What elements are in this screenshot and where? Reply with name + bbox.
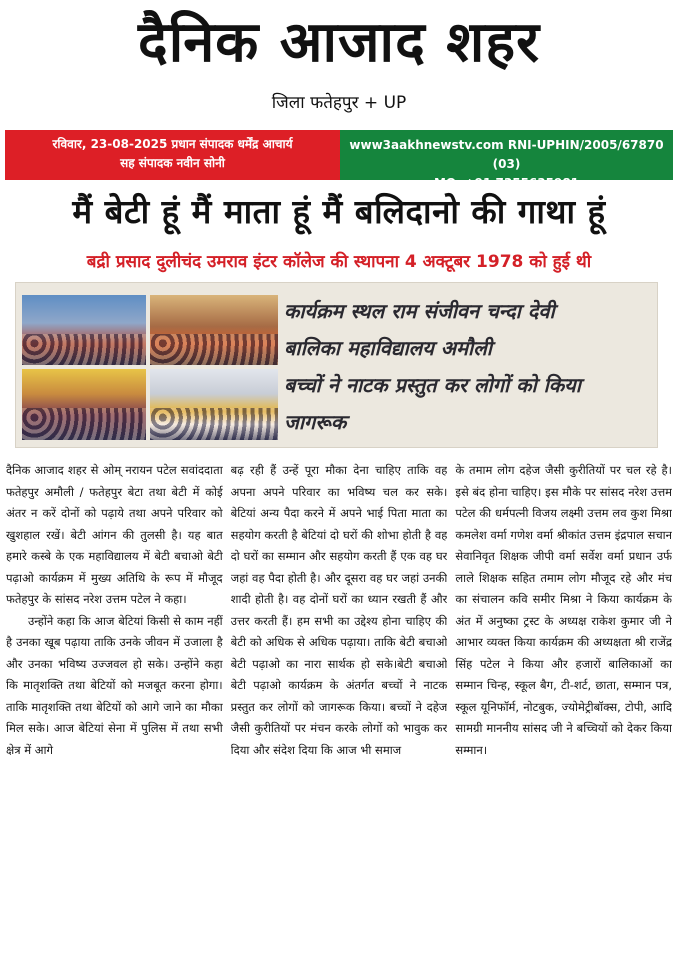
article-column-2 (231, 460, 448, 970)
article-body (6, 460, 672, 970)
event-photo-4 (150, 369, 278, 440)
article-subheadline: बद्री प्रसाद दुलीचंद उमराव इंटर कॉलेज की स्थापना 4 अक्टूबर 1978 को हुई थी (86, 252, 592, 272)
article-column-1 (6, 460, 223, 970)
feature-caption (284, 293, 654, 441)
event-photo-3 (22, 369, 146, 440)
feature-line-1: कार्यक्रम स्थल राम संजीवन चन्दा देवी (284, 299, 555, 323)
date-editor-block (5, 130, 340, 180)
co-editor-line: सह संपादक नवीन सोनी (120, 156, 225, 170)
date-editor-line: रविवार, 23-08-2025 प्रधान संपादक धर्मेंद्र आचार्य (52, 137, 293, 151)
newspaper-title: दैनिक आजाद शहर (137, 10, 541, 75)
edition-location: जिला फतेहपुर + UP (271, 93, 407, 113)
mobile-number-line: MO. +91 7355635981 (433, 176, 580, 190)
website-rni-line: www3aakhnewstv.com RNI-UPHIN/2005/67870 (03) (349, 138, 664, 171)
photo-collage (22, 295, 278, 440)
article-headline: मैं बेटी हूं मैं माता हूं मैं बलिदानो की गाथा हूं (72, 192, 606, 231)
article-paragraph: उन्होंने कहा कि आज बेटियां किसी से काम नहीं है उनका खूब पढ़ाया ताकि उनके जीवन में उजाला है और उनका भविष्य उज्जवल हो सके। उन्होंने कहा कि मातृशक्ति तथा बेटियों को मजबूत करना होगा। ताकि मातृशक्ति तथा बेटियों को आगे जाने का मौका मिल सके। आज बेटियां सेना में पुलिस में तथा सभी क्षेत्र में आगे (6, 613, 223, 757)
article-column-3 (455, 460, 672, 970)
feature-line-3: बच्चों ने नाटक प्रस्तुत कर लोगों को किया (284, 373, 581, 397)
event-photo-2 (150, 295, 278, 365)
website-contact-block (340, 130, 673, 190)
article-paragraph: बढ़ रही हैं उन्हें पूरा मौका देना चाहिए ताकि वह अपना अपने परिवार का भविष्य चल कर सके। बेटियां अन्य पैदा करने में अपने भाई पिता माता का सहयोग करती है बेटियां दो घरों की शोभा होती है वह दो घरों का सम्मान और सहयोग करती हैं एक वह घर जहां वह पैदा होती है। और दूसरा वह घर जहां उनकी शादी होती है। वह दोनों घरों का ध्यान रखती हैं और उत्तर करती हैं। हम सभी का उद्देश्य होना चाहिए की बेटी को अधिक से अधिक पढ़ाया। ताकि बेटी बचाओ बेटी पढ़ाओ का नारा सार्थक हो सके।बेटी बचाओ बेटी पढ़ाओ कार्यक्रम के अंतर्गत बच्चों ने नाटक प्रस्तुत कर लोगों को जागरूक किया। बच्चों ने दहेज जैसी कुरीतियों पर मंचन करके लोगों को भावुक कर दिया और संदेश दिया कि आज भी समाज (230, 463, 448, 757)
info-bar (5, 130, 673, 190)
feature-box (15, 282, 658, 448)
article-paragraph: के तमाम लोग दहेज जैसी कुरीतियों पर चल रहे है। इसे बंद होना चाहिए। इस मौके पर सांसद नरेश उत्तम पटेल की धर्मपत्नी विजय लक्ष्मी उत्तम लव कुश मिश्रा कमलेश वर्मा गणेश वर्मा श्रीकांत उत्तम इंद्रपाल सचान सेवानिवृत शिक्षक जीपी वर्मा सर्वेश वर्मा प्रधान उर्फ लाले शिक्षक सहित तमाम लोग मौजूद रहे और मंच का संचालन कवि समीर मिश्रा ने किया कार्यक्रम के अंत में अनुष्का ट्रस्ट के अध्यक्ष राकेश कुमार जी ने आभार व्यक्त किया कार्यक्रम की अध्यक्षता श्री राजेंद्र सिंह पटेल ने किया और हजारों बालिकाओं का सम्मान चिन्ह, स्कूल बैग, टी-शर्ट, छाता, सम्मान पत्र, स्कूल यूनिफॉर्म, नोटबुक, ज्योमेट्रीबॉक्स, टोपी, आदि सामग्री माननीय सांसद जी ने बच्चियों को देकर किया सम्मान। (455, 463, 673, 757)
event-photo-1 (22, 295, 146, 365)
article-paragraph: दैनिक आजाद शहर से ओम् नरायन पटेल सवांददाता फतेहपुर अमौली / फतेहपुर बेटा तथा बेटी में कोई अंतर न करें दोनों को पढ़ाये तथा अपने परिवार को खुशहाल रखें। बेटी आंगन की तुलसी है। यह बात हमारे कस्बे के एक महाविद्यालय में बेटी बचाओ बेटी पढ़ाओ कार्यक्रम में मुख्य अतिथि के रूप में मौजूद फतेहपुर के सांसद नरेश उत्तम पटेल ने कहा। (6, 463, 223, 606)
feature-line-4: जागरूक (284, 410, 347, 434)
feature-line-2: बालिका महाविद्यालय अमौली (284, 336, 492, 360)
masthead (0, 0, 678, 128)
